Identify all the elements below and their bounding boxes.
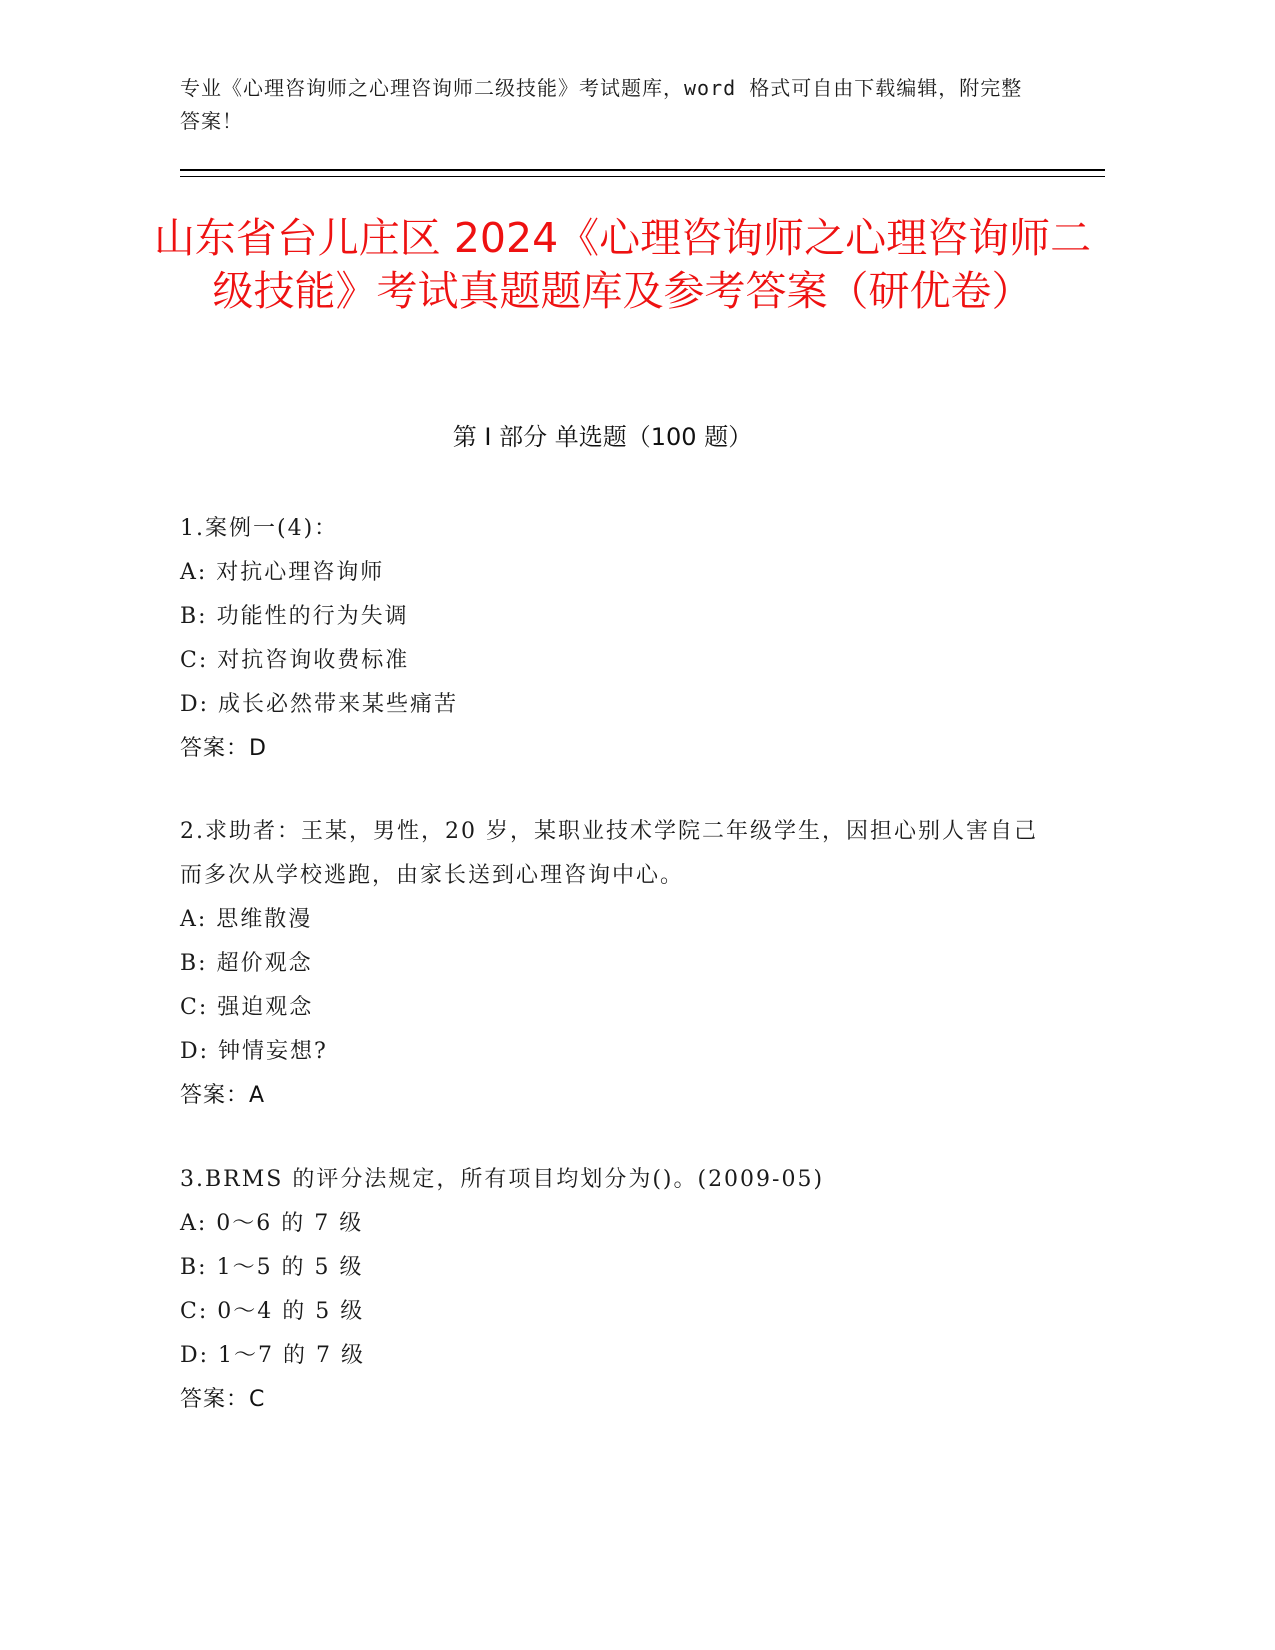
option-a: A: 0～6 的 7 级 bbox=[180, 1211, 364, 1236]
option-b: B: 1～5 的 5 级 bbox=[180, 1255, 364, 1280]
option-d: D: 1～7 的 7 级 bbox=[180, 1343, 366, 1368]
question-3 bbox=[180, 1158, 1040, 1422]
question-2 bbox=[180, 810, 1040, 1118]
answer: 答案：D bbox=[180, 736, 267, 761]
header-note: 专业《心理咨询师之心理咨询师二级技能》考试题库，word 格式可自由下载编辑，附完整答案！ bbox=[180, 76, 1023, 133]
answer: 答案：C bbox=[180, 1387, 266, 1412]
question-stem: 3.BRMS 的评分法规定，所有项目均划分为()。(2009-05) bbox=[180, 1167, 825, 1192]
header-rule-thick bbox=[180, 169, 1105, 171]
option-d: D: 成长必然带来某些痛苦 bbox=[180, 692, 459, 717]
option-a: A: 思维散漫 bbox=[180, 907, 313, 932]
option-c: C: 强迫观念 bbox=[180, 995, 314, 1020]
option-b: B: 超价观念 bbox=[180, 951, 313, 976]
option-d: D: 钟情妄想? bbox=[180, 1039, 328, 1064]
option-c: C: 0～4 的 5 级 bbox=[180, 1299, 365, 1324]
option-c: C: 对抗咨询收费标准 bbox=[180, 648, 410, 673]
section-heading: 第 I 部分 单选题（100 题） bbox=[452, 423, 753, 451]
answer: 答案：A bbox=[180, 1083, 266, 1108]
header-rule-thin bbox=[180, 176, 1105, 177]
question-1 bbox=[180, 507, 1040, 771]
document-title: 山东省台儿庄区 2024《心理咨询师之心理咨询师二级技能》考试真题题库及参考答案（研优卷） bbox=[153, 214, 1092, 315]
option-b: B: 功能性的行为失调 bbox=[180, 604, 409, 629]
option-a: A: 对抗心理咨询师 bbox=[180, 560, 385, 585]
question-stem: 2.求助者：王某，男性，20 岁，某职业技术学院二年级学生，因担心别人害自己而多次从学校逃跑，由家长送到心理咨询中心。 bbox=[180, 819, 1038, 888]
question-stem: 1.案例一(4)： bbox=[180, 516, 339, 541]
